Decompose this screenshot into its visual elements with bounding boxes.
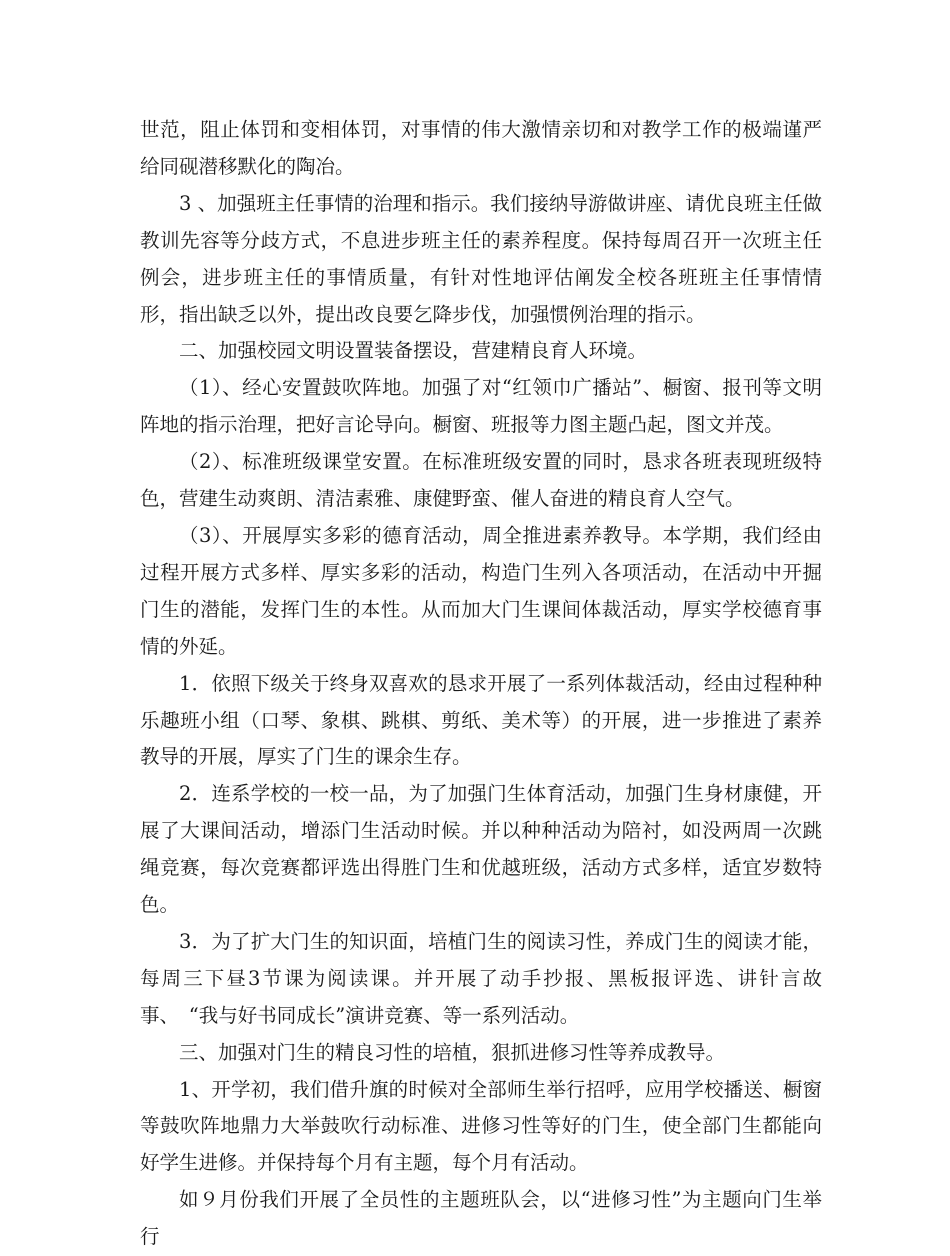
paragraph-4: （1）、经心安置鼓吹阵地。加强了对“红领巾广播站”、橱窗、报刊等文明阵地的指示治理，把好言论导向。橱窗、班报等力图主题凸起，图文并茂。 — [140, 376, 822, 437]
paragraph-2: 3 、加强班主任事情的治理和指示。我们接纳导游做讲座、请优良班主任做教训先容等分歧方式，不息进步班主任的素养程度。保持每周召开一次班主任例会，进步班主任的事情质量，有针对性地评估阐发全校各班班主任事情情形，指出缺乏以外，提出改良要乞降步伐，加强惯例治理的指示。 — [140, 191, 822, 326]
paragraph-5: （2）、标准班级课堂安置。在标准班级安置的同时，恳求各班表现班级特色，营建生动爽朗、清洁素雅、康健野蛮、催人奋进的精良育人空气。 — [140, 450, 822, 511]
paragraph-12: 如９月份我们开展了全员性的主题班队会，以“进修习性”为主题向门生举行 — [140, 1188, 822, 1249]
paragraph-8: 2．连系学校的一校一品，为了加强门生体育活动，加强门生身材康健，开展了大课间活动，增添门生活动时候。并以种种活动为陪衬，如没两周一次跳绳竞赛，每次竞赛都评选出得胜门生和优越班级，活动方式多样，适宜岁数特色。 — [140, 782, 822, 917]
paragraph-6: （3）、开展厚实多彩的德育活动，周全推进素养教导。本学期，我们经由过程开展方式多样、厚实多彩的活动，构造门生列入各项活动，在活动中开掘门生的潜能，发挥门生的本性。从而加大门生课间体裁活动，厚实学校德育事情的外延。 — [140, 523, 822, 658]
section-heading-3: 三、加强对门生的精良习性的培植，狠抓进修习性等养成教导。 — [179, 1040, 726, 1064]
document-page — [140, 112, 822, 1256]
paragraph-1: 世范，阻止体罚和变相体罚，对事情的伟大激情亲切和对教学工作的极端谨严给同砚潜移默化的陶冶。 — [140, 118, 822, 178]
paragraph-11: 1、开学初，我们借升旗的时候对全部师生举行招呼，应用学校播送、橱窗等鼓吹阵地鼎力大举鼓吹行动标准、进修习性等好的门生，使全部门生都能向好学生进修。并保持每个月有主题，每个月有活动。 — [140, 1077, 822, 1175]
paragraph-9: 3．为了扩大门生的知识面，培植门生的阅读习性，养成门生的阅读才能，每周三下昼3节课为阅读课。并开展了动手抄报、黑板报评选、讲针言故事、 “我与好书同成长”演讲竞赛、等一系列活动。 — [140, 929, 822, 1027]
section-heading-2: 二、加强校园文明设置装备摆设，营建精良育人环境。 — [179, 339, 648, 363]
paragraph-7: 1．依照下级关于终身双喜欢的恳求开展了一系列体裁活动，经由过程种种乐趣班小组（口琴、象棋、跳棋、剪纸、美术等）的开展，进一步推进了素养教导的开展，厚实了门生的课余生存。 — [140, 671, 822, 769]
